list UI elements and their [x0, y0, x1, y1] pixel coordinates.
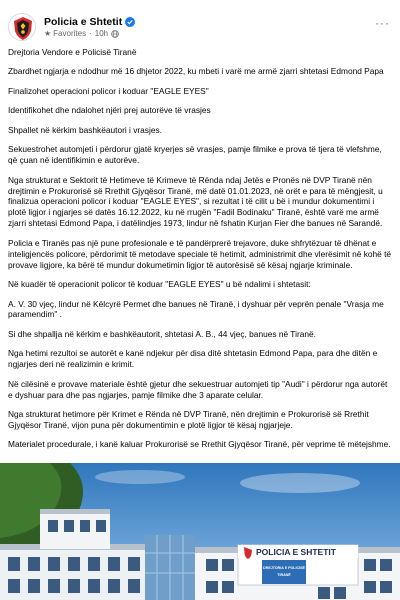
post-paragraph: Finalizohet operacioni policor i koduar "EAGLE EYES": [8, 85, 209, 96]
police-building-image: [0, 463, 400, 600]
post-header: [8, 10, 392, 44]
page-avatar[interactable]: [8, 13, 36, 41]
audience-label: Favorites: [53, 29, 87, 38]
verified-badge-icon: [125, 17, 135, 27]
page-name-link[interactable]: Policia e Shtetit: [44, 16, 123, 28]
post-paragraph: Si dhe shpallja në kërkim e bashkëautorit, shtetasi A. B., 44 vjeç, banues në Tiranë.: [8, 328, 316, 339]
post-text: [8, 47, 392, 459]
building-sign-sub-2: TIRANË: [277, 573, 291, 577]
post-photo[interactable]: [0, 463, 400, 600]
police-crest-icon: [9, 14, 36, 41]
post-paragraph: Policia e Tiranës pas një pune profesionale e të pandërprerë trejavore, duke shfrytëzuar të dhënat e inteligjencës policore, përdorimit të metodave speciale të hetimit, administrimit dhe vlerësimit në kohë të provave ligjore, ka bërë të mundur dokumetimin ligjor të autorësisë së kësaj ngjarje kriminale.: [8, 237, 392, 270]
star-icon: ★: [44, 29, 52, 38]
post-paragraph: A. V. 30 vjeç, lindur në Këlcyrë Permet dhe banues në Tiranë, i dyshuar për veprën penale "Vrasja me paramendim" .: [8, 298, 384, 320]
post-paragraph: Zbardhet ngjarja e ndodhur më 16 dhjetor 2022, ku mbeti i varë me armë zjarri shtetasi Edmond Papa: [8, 66, 384, 77]
post-paragraph: Nga strukturat hetimore për Krimet e Rënda në DVP Tiranë, nën drejtimin e Prokurorisë së Rrethit Gjyqësor Tiranë, vijon puna për dokumentimin e plotë ligjor të kësaj ngjarjeje.: [8, 409, 369, 430]
post-paragraph: Shpallet në kërkim bashkëautori i vrasjes.: [8, 124, 162, 135]
building-sign-sub-1: DREJTORIA E POLICISË: [263, 566, 305, 570]
post-timestamp[interactable]: 10h: [94, 29, 109, 38]
post-paragraph: Materialet procedurale, i kanë kaluar Prokurorisë se Rrethit Gjyqësor Tiranë, për veprime të mëtejshme.: [8, 439, 391, 450]
post-paragraph: Drejtoria Vendore e Policisë Tiranë: [8, 47, 137, 57]
post-paragraph: Nga hetimi rezultoi se autorët e kanë ndjekur për disa ditë shtetasin Edmond Papa, para dhe ditën e ngjarjes deri në realizimin e krimit.: [8, 348, 378, 370]
post-paragraph: Identifikohet dhe ndalohet njëri prej autorëve të vrasjes: [8, 105, 211, 116]
building-sign-main: POLICIA E SHTETIT: [256, 547, 336, 557]
globe-icon: [111, 30, 119, 38]
post-meta: [44, 29, 135, 38]
meta-separator: ·: [89, 29, 92, 38]
more-options-icon[interactable]: ···: [375, 16, 390, 30]
post-paragraph: Nga strukturat e Sektorit të Hetimeve të Krimeve të Rënda ndaj Jetës e Pronës në DVP Tiranë nën drejtimin e Prokurorisë së Rrethit Gjyqësor Tiranë, më datë 01.01.2023, në orët e para të mëngjesit, u finalizua operacioni policor i koduar "EAGLE EYES", si rezultat i të cilit u bë i mundur dokumentimi i plotë ligjor i ngjarjes së datës 16.12.2022, ku në rrugën "Fadil Bodinaku" Tiranë, është varë me armë zjarri shtetasi Edmond Papa, i datëlindjes 1973, lindur në fshatin Kurjan Fier dhe banues në Sarandë.: [8, 174, 383, 229]
post-paragraph: Në cilësinë e provave materiale është gjetur dhe sekuestruar automjeti tip "Audi" i përdorur nga autorët e dyshuar para dhe pas ngjarjes, pamje filmike dhe 3 aparate celular.: [8, 378, 388, 400]
post-paragraph: Sekuestrohet automjeti i përdorur gjatë kryerjes së vrasjes, pamje filmike e prova të tjera të vlefshme, që çuan në identifikimin e autorëve.: [8, 144, 382, 166]
post-paragraph: Në kuadër të operacionit policor të koduar "EAGLE EYES" u bë ndalimi i shtetasit:: [8, 279, 311, 290]
